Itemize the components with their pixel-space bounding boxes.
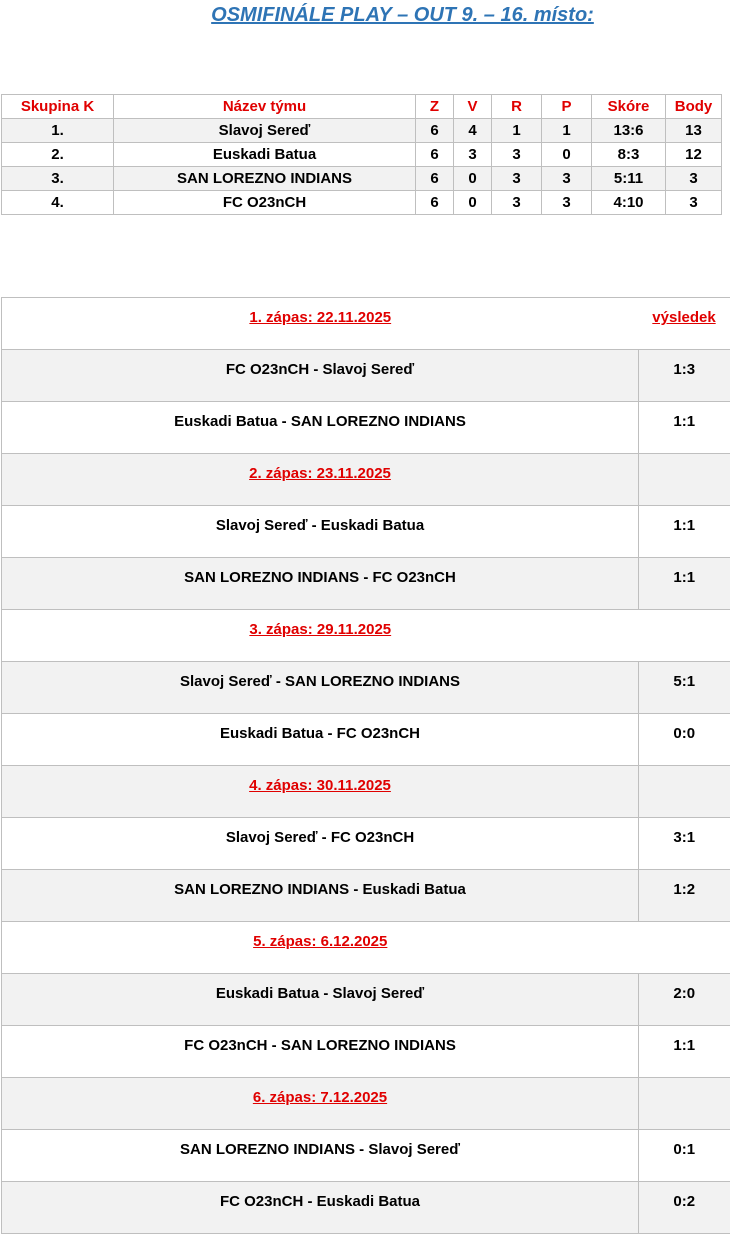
empty-cell (639, 610, 730, 662)
header-points: Body (666, 95, 722, 119)
points: 12 (666, 143, 722, 167)
empty-cell (639, 454, 730, 506)
round-label: 5. zápas: 6.12.2025 (2, 922, 639, 974)
match-teams: SAN LOREZNO INDIANS - Euskadi Batua (2, 870, 639, 922)
header-score: Skóre (592, 95, 666, 119)
match-row (2, 350, 730, 402)
empty-cell (639, 766, 730, 818)
match-teams: Slavoj Sereď - Euskadi Batua (2, 506, 639, 558)
played: 6 (416, 143, 454, 167)
team-name: FC O23nCH (114, 191, 416, 215)
standings-row (2, 119, 722, 143)
round-label: 1. zápas: 22.11.2025 (2, 298, 639, 350)
losses: 1 (542, 119, 592, 143)
points: 3 (666, 167, 722, 191)
match-row (2, 818, 730, 870)
wins: 0 (454, 167, 492, 191)
header-played: Z (416, 95, 454, 119)
team-name: Slavoj Sereď (114, 119, 416, 143)
losses: 3 (542, 167, 592, 191)
draws: 3 (492, 167, 542, 191)
wins: 0 (454, 191, 492, 215)
empty-cell (639, 922, 730, 974)
rank: 2. (2, 143, 114, 167)
team-name: SAN LOREZNO INDIANS (114, 167, 416, 191)
rank: 3. (2, 167, 114, 191)
match-result: 1:2 (639, 870, 730, 922)
match-teams: Slavoj Sereď - FC O23nCH (2, 818, 639, 870)
result-header: výsledek (639, 298, 730, 350)
played: 6 (416, 119, 454, 143)
score: 13:6 (592, 119, 666, 143)
points: 3 (666, 191, 722, 215)
match-result: 1:1 (639, 402, 730, 454)
standings-row (2, 167, 722, 191)
score: 4:10 (592, 191, 666, 215)
draws: 3 (492, 191, 542, 215)
match-result: 1:1 (639, 558, 730, 610)
match-teams: Euskadi Batua - FC O23nCH (2, 714, 639, 766)
draws: 3 (492, 143, 542, 167)
match-row (2, 974, 730, 1026)
losses: 0 (542, 143, 592, 167)
round-header (2, 766, 730, 818)
standings-table (1, 94, 722, 215)
rank: 4. (2, 191, 114, 215)
score: 8:3 (592, 143, 666, 167)
header-team: Název týmu (114, 95, 416, 119)
round-label: 2. zápas: 23.11.2025 (2, 454, 639, 506)
match-result: 1:3 (639, 350, 730, 402)
round-header (2, 454, 730, 506)
match-row (2, 870, 730, 922)
match-result: 2:0 (639, 974, 730, 1026)
played: 6 (416, 191, 454, 215)
match-teams: FC O23nCH - Euskadi Batua (2, 1182, 639, 1234)
wins: 4 (454, 119, 492, 143)
played: 6 (416, 167, 454, 191)
standings-row (2, 143, 722, 167)
match-teams: Euskadi Batua - Slavoj Sereď (2, 974, 639, 1026)
page-title: OSMIFINÁLE PLAY – OUT 9. – 16. místo: (211, 4, 594, 26)
round-header (2, 1078, 730, 1130)
header-losses: P (542, 95, 592, 119)
match-result: 0:0 (639, 714, 730, 766)
round-header (2, 922, 730, 974)
team-name: Euskadi Batua (114, 143, 416, 167)
losses: 3 (542, 191, 592, 215)
round-label: 6. zápas: 7.12.2025 (2, 1078, 639, 1130)
match-row (2, 662, 730, 714)
match-teams: Euskadi Batua - SAN LOREZNO INDIANS (2, 402, 639, 454)
match-result: 3:1 (639, 818, 730, 870)
draws: 1 (492, 119, 542, 143)
match-row (2, 506, 730, 558)
header-wins: V (454, 95, 492, 119)
header-draws: R (492, 95, 542, 119)
round-label: 3. zápas: 29.11.2025 (2, 610, 639, 662)
round-header (2, 298, 730, 350)
match-teams: FC O23nCH - Slavoj Sereď (2, 350, 639, 402)
wins: 3 (454, 143, 492, 167)
match-teams: FC O23nCH - SAN LOREZNO INDIANS (2, 1026, 639, 1078)
standings-header-row (2, 95, 722, 119)
standings-row (2, 191, 722, 215)
round-label: 4. zápas: 30.11.2025 (2, 766, 639, 818)
match-row (2, 402, 730, 454)
match-row (2, 1182, 730, 1234)
score: 5:11 (592, 167, 666, 191)
match-row (2, 1026, 730, 1078)
matches-table (1, 297, 730, 1234)
rank: 1. (2, 119, 114, 143)
match-teams: SAN LOREZNO INDIANS - FC O23nCH (2, 558, 639, 610)
round-header (2, 610, 730, 662)
match-result: 0:2 (639, 1182, 730, 1234)
match-result: 5:1 (639, 662, 730, 714)
match-row (2, 1130, 730, 1182)
match-result: 1:1 (639, 506, 730, 558)
empty-cell (639, 1078, 730, 1130)
match-result: 1:1 (639, 1026, 730, 1078)
points: 13 (666, 119, 722, 143)
match-teams: SAN LOREZNO INDIANS - Slavoj Sereď (2, 1130, 639, 1182)
header-group: Skupina K (2, 95, 114, 119)
match-row (2, 714, 730, 766)
match-teams: Slavoj Sereď - SAN LOREZNO INDIANS (2, 662, 639, 714)
match-result: 0:1 (639, 1130, 730, 1182)
match-row (2, 558, 730, 610)
